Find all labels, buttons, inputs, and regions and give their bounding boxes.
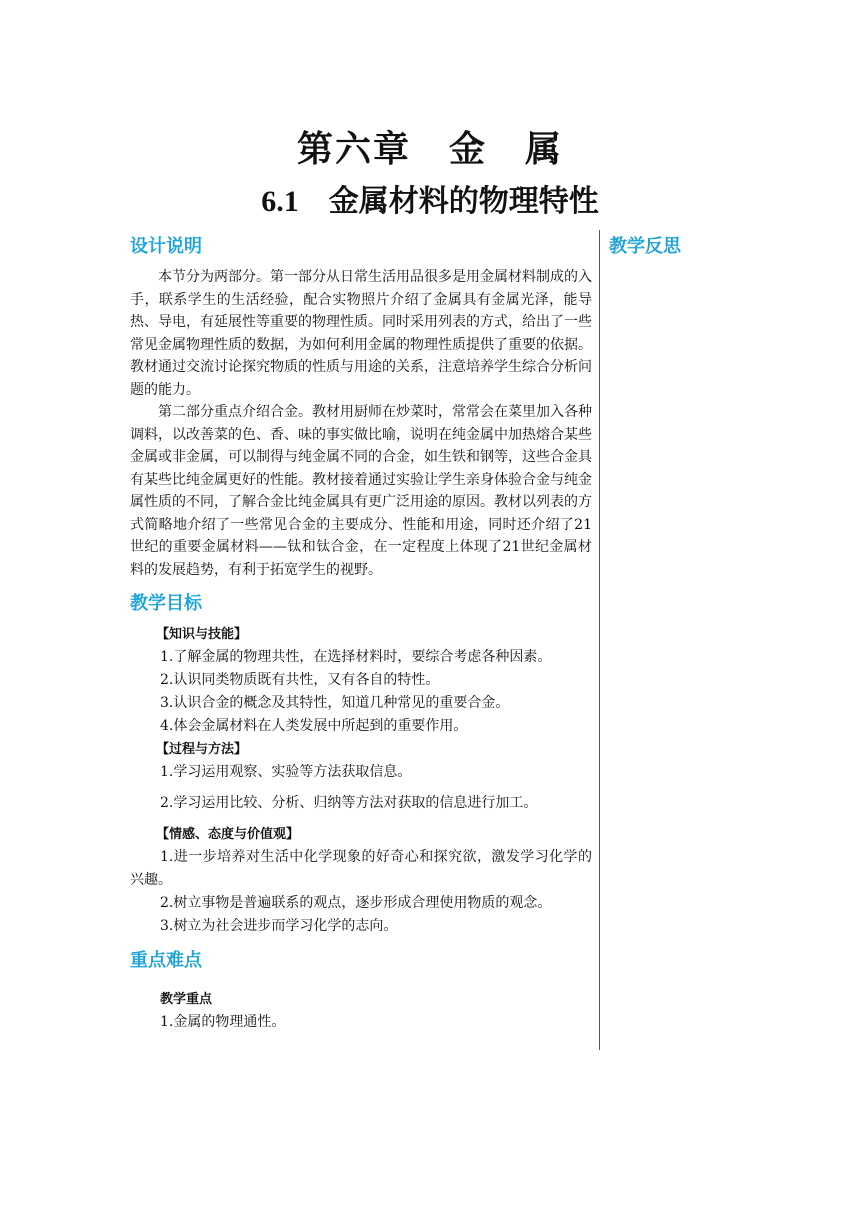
- column-divider: [599, 230, 600, 1050]
- goals-heading: 教学目标: [130, 593, 202, 614]
- key-points-heading: 重点难点: [130, 950, 202, 971]
- process-item-1: 1.学习运用观察、实验等方法获取信息。: [160, 764, 412, 780]
- side-column: [609, 232, 809, 266]
- emotion-item-2: 2.树立事物是普遍联系的观点，逐步形成合理使用物质的观念。: [160, 895, 552, 911]
- emotion-label: 【情感、态度与价值观】: [156, 827, 300, 842]
- design-paragraph-1: 本节分为两部分。第一部分从日常生活用品很多是用金属材料制成的入手，联系学生的生活经验，配合实物照片介绍了金属具有金属光泽，能导热、导电，有延展性等重要的物理性质。同时采用列表的方式，给出了一些常见金属物理性质的数据，为如何利用金属的物理性质提供了重要的依据。教材通过交流讨论探究物质的性质与用途的关系，注意培养学生综合分析问题的能力。: [130, 269, 592, 398]
- key-point-item-1: 1.金属的物理通性。: [160, 1014, 286, 1030]
- emotion-item-1: 1.进一步培养对生活中化学现象的好奇心和探究欲，激发学习化学的兴趣。: [130, 849, 592, 888]
- knowledge-item-2: 2.认识同类物质既有共性，又有各自的特性。: [160, 672, 440, 688]
- chapter-title: 第六章 金 属: [296, 128, 563, 170]
- key-points-label: 教学重点: [160, 992, 213, 1007]
- design-heading: 设计说明: [130, 236, 202, 257]
- emotion-item-3: 3.树立为社会进步而学习化学的志向。: [160, 918, 398, 934]
- knowledge-item-4: 4.体会金属材料在人类发展中所起到的重要作用。: [160, 718, 468, 734]
- section-name: 金属材料的物理特性: [328, 184, 599, 219]
- design-paragraph-2: 第二部分重点介绍合金。教材用厨师在炒菜时，常常会在菜里加入各种调料，以改善菜的色、香、味的事实做比喻，说明在纯金属中加热熔合某些金属或非金属，可以制得与纯金属不同的合金，如生铁和钢等，这些合金具有某些比纯金属更好的性能。教材接着通过实验让学生亲身体验合金与纯金属性质的不同，了解合金比纯金属具有更广泛用途的原因。教材以列表的方式简略地介绍了一些常见合金的主要成分、性能和用途，同时还介绍了21世纪的重要金属材料——钛和钛合金，在一定程度上体现了21世纪金属材料的发展趋势，有利于拓宽学生的视野。: [130, 404, 592, 578]
- knowledge-item-1: 1.了解金属的物理共性，在选择材料时，要综合考虑各种因素。: [160, 649, 552, 665]
- section-title: [0, 180, 860, 224]
- process-label: 【过程与方法】: [156, 742, 248, 757]
- knowledge-label: 【知识与技能】: [156, 627, 248, 642]
- process-item-2: 2.学习运用比较、分析、归纳等方法对获取的信息进行加工。: [160, 795, 538, 811]
- main-column: [130, 232, 592, 1034]
- reflection-heading: 教学反思: [609, 236, 681, 257]
- knowledge-item-3: 3.认识合金的概念及其特性，知道几种常见的重要合金。: [160, 695, 510, 711]
- section-number: 6.1: [261, 185, 299, 218]
